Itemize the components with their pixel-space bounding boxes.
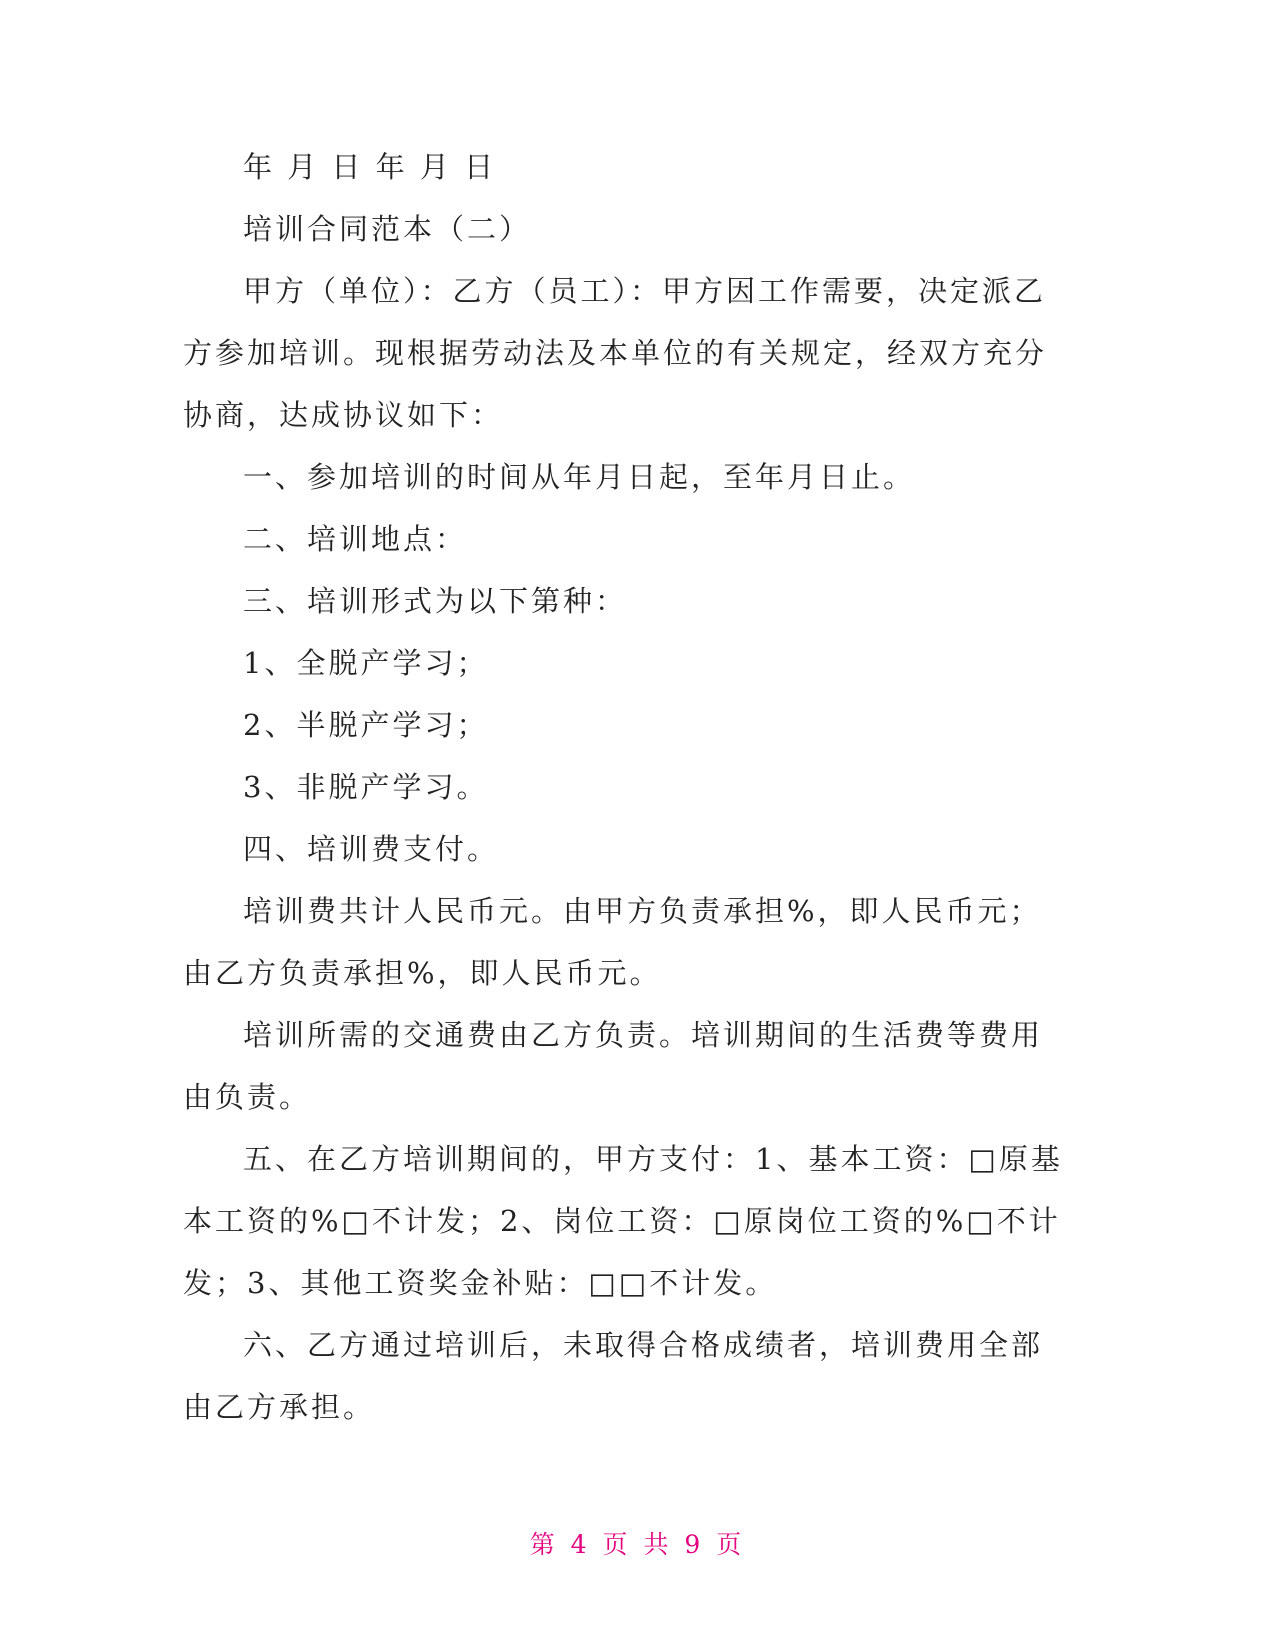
document-body — [183, 136, 1063, 1438]
clause-1-training-time: 一、参加培训的时间从年月日起，至年月日止。 — [243, 460, 916, 494]
option-1-full-time: 1、全脱产学习； — [243, 646, 489, 680]
clause-6-failure: 六、乙方通过培训后，未取得合格成绩者，培训费用全部由乙方承担。 — [183, 1328, 1044, 1424]
fee-total-paragraph: 培训费共计人民币元。由甲方负责承担%，即人民币元；由乙方负责承担%，即人民币元。 — [183, 894, 1042, 990]
option-3-non-release: 3、非脱产学习。 — [243, 770, 489, 804]
clause-4-fee-payment: 四、培训费支付。 — [243, 832, 500, 866]
intro-paragraph: 甲方（单位）：乙方（员工）：甲方因工作需要，决定派乙方参加培训。现根据劳动法及本单位的有关规定，经双方充分协商，达成协议如下： — [183, 274, 1048, 432]
transport-fee-paragraph: 培训所需的交通费由乙方负责。培训期间的生活费等费用由负责。 — [183, 1018, 1044, 1114]
clause-3-training-form: 三、培训形式为以下第种： — [243, 584, 628, 618]
clause-5-wages: 五、在乙方培训期间的，甲方支付：1、基本工资：□原基本工资的%□不计发；2、岗位工资：□原岗位工资的%□不计发；3、其他工资奖金补贴：□□不计发。 — [183, 1142, 1063, 1300]
document-title: 培训合同范本（二） — [243, 212, 532, 246]
option-2-part-time: 2、半脱产学习； — [243, 708, 489, 742]
clause-2-training-location: 二、培训地点： — [243, 522, 468, 556]
date-line: 年 月 日 年 月 日 — [243, 150, 497, 184]
page-number-footer: 第 4 页 共 9 页 — [529, 1530, 746, 1559]
